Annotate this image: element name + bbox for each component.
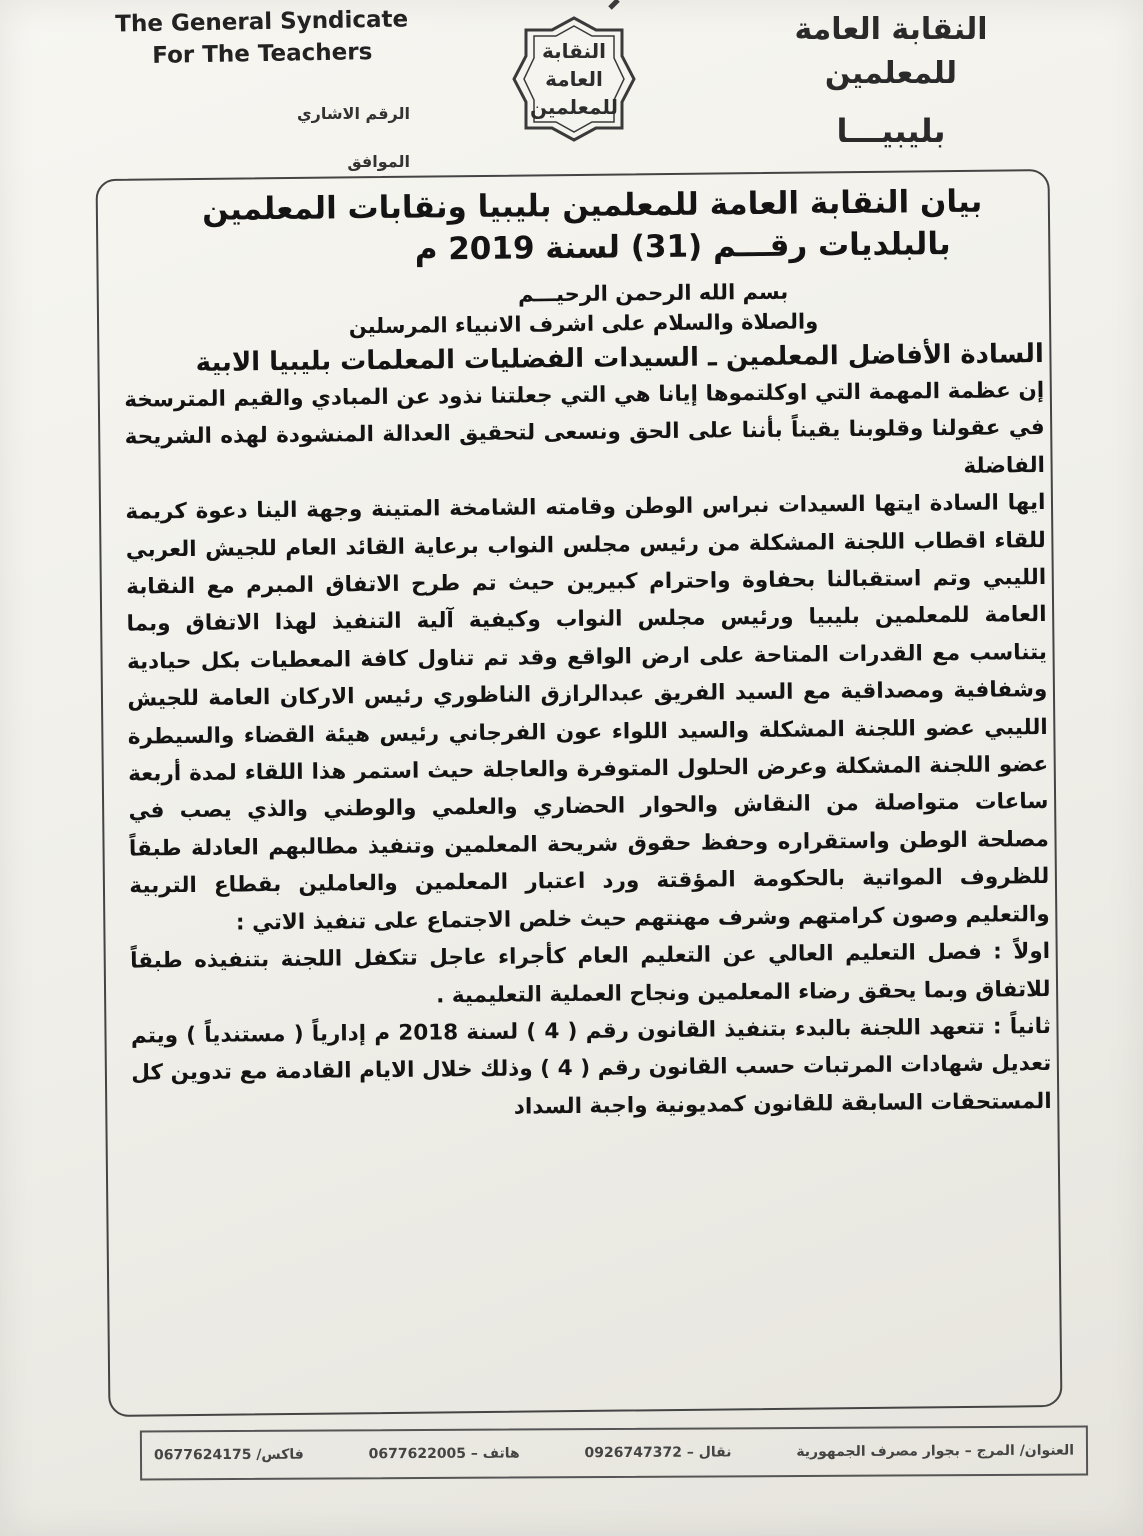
english-title-line1: The General Syndicate [115,6,409,38]
footer-phone: هاتف – 0677622005 [368,1445,520,1463]
english-org-title [61,3,462,74]
reference-number-label: الرقم الاشاري [296,104,410,123]
logo-text-line2: العامة [545,67,603,91]
footer-contact-bar [140,1426,1088,1481]
statement-content [122,180,1052,1130]
point-first: اولاً : فصل التعليم العالي عن التعليم العام كأجراء عاجل تتكفل اللجنة بتنفيذه طبقاً للاتفاق وبما يحقق رضاء المعلمين ونجاح العملية التعليمية . [129,939,1051,1008]
arabic-org-title [731,8,1051,166]
statement-title [122,180,1043,274]
date-label: الموافق [347,152,410,171]
statement-body [124,372,1052,1130]
paragraph-meeting: ايها السادة ايتها السيدات نبراس الوطن وقامته الشامخة المتينة وجهة الينا دعوة كريمة للقاء اقطاب اللجنة المشكلة من رئيس مجلس النواب برعاية القائد العام للجيش العربي الليبي وتم استقبالنا بحفاوة واحترام كبيرين حيث تم طرح الاتفاق المبرم مع النقابة العامة للمعلمين بليبيا ورئيس مجلس النواب وكيفية آلية التنفيذ لهذا الاتفاق وبما يتناسب مع القدرات المتاحة على ارض الواقع وقد تم تناول كافة المعطيات بكل حيادية وشفافية ومصداقية مع السيد الفريق عبدالرازق الناظوري رئيس الاركان العامة للجيش الليبي عضو اللجنة المشكلة والسيد اللواء عون الفرجاني رئيس هيئة القضاء والسيطرة عضو اللجنة المشكلة وعرض الحلول المتوفرة والعاجلة حيث استمر هذا اللقاء لمدة أربعة ساعات متواصلة من النقاش والحوار الحضاري والعلمي والوطني والذي يصب في مصلحة الوطن واستقراره وحفظ حقوق شريحة المعلمين وتنفيذ مطالبهم العادلة طبقاً للظروف المواتية بالحكومة المؤقتة ورد اعتبار المعلمين والعاملين بقطاع التربية والتعليم وصون كرامتهم وشرف مهنتهم حيث خلص الاجتماع على تنفيذ الاتي : [125,490,1050,936]
footer-fax: فاكس/ 0677624175 [153,1446,304,1464]
english-title-line2: For The Teachers [152,39,373,69]
arabic-org-line2: بليبيـــا [836,112,946,150]
point-second: ثانياً : تتعهد اللجنة بالبدء بتنفيذ القانون رقم ( 4 ) لسنة 2018 م إدارياً ( مستندياً ) ويتم تعديل شهادات المرتبات حسب القانون رقم ( 4 ) وذلك خلال الايام القادمة مع تدوين كل المستحقات السابقة للقانون كمديونية واجبة السداد [130,1013,1052,1120]
footer-address: العنوان/ المرج – بجوار مصرف الجمهورية [796,1442,1075,1461]
paragraph-intro: إن عظمة المهمة التي اوكلتموها إيانا هي التي جعلتنا نذود عن المبادي والقيم المترسخة في عقولنا وقلوبنا يقيناً بأننا على الحق ونسعى لتحقيق العدالة المنشودة لهذه الشريحة الفاضلة [124,377,1046,479]
statement-title-line1: بيان النقابة العامة للمعلمين بليبيا ونقابات المعلمين [201,183,983,228]
opening-invocation [123,274,1044,344]
arabic-org-line1: النقابة العامة للمعلمين [794,12,988,91]
greeting-line: السادة الأفاضل المعلمين ـ السيدات الفضليات المعلمات بليبيا الابية [195,338,1044,378]
footer-mobile: نقال – 0926747372 [584,1444,732,1462]
syndicate-logo-icon [484,0,664,158]
basmala: بسم الله الرحمن الرحيـــم [517,279,789,307]
statement-title-line2: بالبلديات رقـــم (31) لسنة 2019 م [414,225,951,268]
salutation-prayer: والصلاة والسلام على اشرف الانبياء المرسلين [348,309,819,339]
logo-text-line3: للمعلمين [529,95,619,119]
logo-text-line1: النقابة [541,39,607,63]
